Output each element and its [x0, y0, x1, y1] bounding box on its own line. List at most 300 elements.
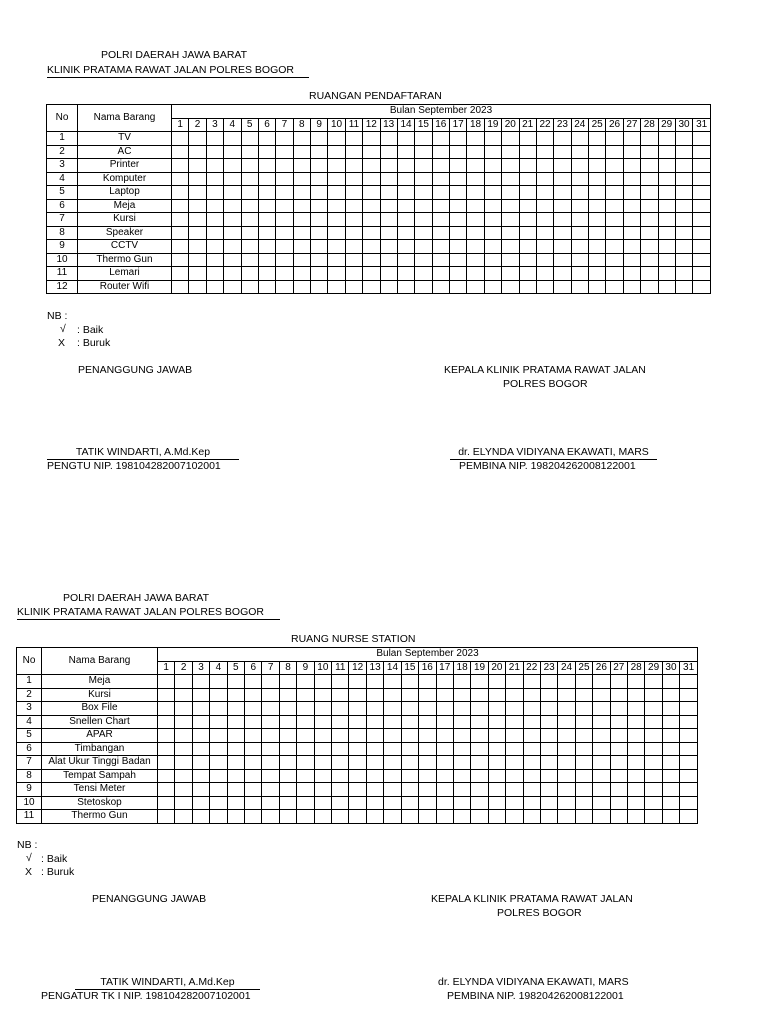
check-cell[interactable]	[258, 213, 275, 227]
check-cell[interactable]	[645, 756, 662, 770]
check-cell[interactable]	[536, 145, 553, 159]
check-cell[interactable]	[502, 280, 519, 294]
check-cell[interactable]	[623, 240, 640, 254]
check-cell[interactable]	[641, 132, 658, 146]
check-cell[interactable]	[276, 159, 293, 173]
check-cell[interactable]	[623, 145, 640, 159]
check-cell[interactable]	[484, 253, 501, 267]
check-cell[interactable]	[349, 675, 366, 689]
check-cell[interactable]	[380, 226, 397, 240]
check-cell[interactable]	[450, 186, 467, 200]
check-cell[interactable]	[175, 769, 192, 783]
check-cell[interactable]	[436, 675, 453, 689]
check-cell[interactable]	[506, 796, 523, 810]
check-cell[interactable]	[627, 688, 644, 702]
check-cell[interactable]	[415, 280, 432, 294]
check-cell[interactable]	[558, 715, 575, 729]
check-cell[interactable]	[227, 769, 244, 783]
check-cell[interactable]	[227, 675, 244, 689]
check-cell[interactable]	[658, 132, 675, 146]
check-cell[interactable]	[571, 172, 588, 186]
check-cell[interactable]	[328, 159, 345, 173]
check-cell[interactable]	[606, 226, 623, 240]
check-cell[interactable]	[453, 769, 470, 783]
check-cell[interactable]	[175, 715, 192, 729]
check-cell[interactable]	[224, 172, 241, 186]
check-cell[interactable]	[332, 742, 349, 756]
check-cell[interactable]	[366, 688, 383, 702]
check-cell[interactable]	[502, 253, 519, 267]
check-cell[interactable]	[293, 172, 310, 186]
check-cell[interactable]	[175, 756, 192, 770]
check-cell[interactable]	[311, 159, 328, 173]
check-cell[interactable]	[571, 280, 588, 294]
check-cell[interactable]	[415, 240, 432, 254]
check-cell[interactable]	[450, 240, 467, 254]
check-cell[interactable]	[241, 253, 258, 267]
check-cell[interactable]	[658, 267, 675, 281]
check-cell[interactable]	[206, 159, 223, 173]
check-cell[interactable]	[210, 702, 227, 716]
check-cell[interactable]	[680, 702, 698, 716]
check-cell[interactable]	[484, 159, 501, 173]
check-cell[interactable]	[276, 186, 293, 200]
check-cell[interactable]	[645, 796, 662, 810]
check-cell[interactable]	[606, 240, 623, 254]
check-cell[interactable]	[227, 729, 244, 743]
check-cell[interactable]	[297, 756, 314, 770]
check-cell[interactable]	[210, 688, 227, 702]
check-cell[interactable]	[540, 783, 557, 797]
check-cell[interactable]	[349, 715, 366, 729]
check-cell[interactable]	[401, 783, 418, 797]
check-cell[interactable]	[415, 186, 432, 200]
check-cell[interactable]	[658, 159, 675, 173]
check-cell[interactable]	[453, 742, 470, 756]
check-cell[interactable]	[519, 199, 536, 213]
check-cell[interactable]	[540, 742, 557, 756]
check-cell[interactable]	[523, 715, 540, 729]
check-cell[interactable]	[645, 715, 662, 729]
check-cell[interactable]	[675, 267, 692, 281]
check-cell[interactable]	[467, 172, 484, 186]
check-cell[interactable]	[693, 240, 711, 254]
check-cell[interactable]	[575, 688, 592, 702]
check-cell[interactable]	[384, 675, 401, 689]
check-cell[interactable]	[519, 132, 536, 146]
check-cell[interactable]	[662, 783, 679, 797]
check-cell[interactable]	[401, 756, 418, 770]
check-cell[interactable]	[363, 240, 380, 254]
check-cell[interactable]	[536, 253, 553, 267]
check-cell[interactable]	[366, 729, 383, 743]
check-cell[interactable]	[332, 715, 349, 729]
check-cell[interactable]	[258, 159, 275, 173]
check-cell[interactable]	[172, 213, 189, 227]
check-cell[interactable]	[571, 159, 588, 173]
check-cell[interactable]	[262, 796, 279, 810]
check-cell[interactable]	[401, 769, 418, 783]
check-cell[interactable]	[192, 702, 209, 716]
check-cell[interactable]	[345, 240, 362, 254]
check-cell[interactable]	[297, 796, 314, 810]
check-cell[interactable]	[279, 729, 296, 743]
check-cell[interactable]	[189, 213, 206, 227]
check-cell[interactable]	[380, 132, 397, 146]
check-cell[interactable]	[279, 675, 296, 689]
check-cell[interactable]	[554, 240, 571, 254]
check-cell[interactable]	[311, 226, 328, 240]
check-cell[interactable]	[571, 199, 588, 213]
check-cell[interactable]	[693, 132, 711, 146]
check-cell[interactable]	[506, 729, 523, 743]
check-cell[interactable]	[314, 675, 331, 689]
check-cell[interactable]	[610, 810, 627, 824]
check-cell[interactable]	[192, 783, 209, 797]
check-cell[interactable]	[693, 226, 711, 240]
check-cell[interactable]	[349, 783, 366, 797]
check-cell[interactable]	[641, 240, 658, 254]
check-cell[interactable]	[641, 213, 658, 227]
check-cell[interactable]	[419, 810, 436, 824]
check-cell[interactable]	[314, 688, 331, 702]
check-cell[interactable]	[279, 756, 296, 770]
check-cell[interactable]	[693, 267, 711, 281]
check-cell[interactable]	[415, 145, 432, 159]
check-cell[interactable]	[484, 199, 501, 213]
check-cell[interactable]	[432, 213, 449, 227]
check-cell[interactable]	[693, 186, 711, 200]
check-cell[interactable]	[328, 267, 345, 281]
check-cell[interactable]	[623, 226, 640, 240]
check-cell[interactable]	[349, 688, 366, 702]
check-cell[interactable]	[345, 267, 362, 281]
check-cell[interactable]	[366, 769, 383, 783]
check-cell[interactable]	[245, 715, 262, 729]
check-cell[interactable]	[345, 159, 362, 173]
check-cell[interactable]	[558, 810, 575, 824]
check-cell[interactable]	[241, 280, 258, 294]
check-cell[interactable]	[276, 132, 293, 146]
check-cell[interactable]	[575, 756, 592, 770]
check-cell[interactable]	[502, 240, 519, 254]
check-cell[interactable]	[380, 172, 397, 186]
check-cell[interactable]	[189, 253, 206, 267]
check-cell[interactable]	[363, 186, 380, 200]
check-cell[interactable]	[610, 702, 627, 716]
check-cell[interactable]	[314, 783, 331, 797]
check-cell[interactable]	[589, 132, 606, 146]
check-cell[interactable]	[488, 715, 505, 729]
check-cell[interactable]	[593, 769, 610, 783]
check-cell[interactable]	[519, 159, 536, 173]
check-cell[interactable]	[366, 702, 383, 716]
check-cell[interactable]	[328, 199, 345, 213]
check-cell[interactable]	[450, 213, 467, 227]
check-cell[interactable]	[206, 186, 223, 200]
check-cell[interactable]	[471, 769, 488, 783]
check-cell[interactable]	[172, 267, 189, 281]
check-cell[interactable]	[453, 702, 470, 716]
check-cell[interactable]	[571, 132, 588, 146]
check-cell[interactable]	[415, 213, 432, 227]
check-cell[interactable]	[349, 729, 366, 743]
check-cell[interactable]	[623, 199, 640, 213]
check-cell[interactable]	[554, 145, 571, 159]
check-cell[interactable]	[332, 756, 349, 770]
check-cell[interactable]	[453, 810, 470, 824]
check-cell[interactable]	[349, 769, 366, 783]
check-cell[interactable]	[471, 796, 488, 810]
check-cell[interactable]	[345, 213, 362, 227]
check-cell[interactable]	[206, 240, 223, 254]
check-cell[interactable]	[175, 796, 192, 810]
check-cell[interactable]	[589, 253, 606, 267]
check-cell[interactable]	[471, 783, 488, 797]
check-cell[interactable]	[589, 159, 606, 173]
check-cell[interactable]	[680, 783, 698, 797]
check-cell[interactable]	[279, 810, 296, 824]
check-cell[interactable]	[293, 267, 310, 281]
check-cell[interactable]	[540, 796, 557, 810]
check-cell[interactable]	[175, 742, 192, 756]
check-cell[interactable]	[554, 213, 571, 227]
check-cell[interactable]	[380, 280, 397, 294]
check-cell[interactable]	[332, 796, 349, 810]
check-cell[interactable]	[419, 783, 436, 797]
check-cell[interactable]	[467, 213, 484, 227]
check-cell[interactable]	[276, 240, 293, 254]
check-cell[interactable]	[645, 769, 662, 783]
check-cell[interactable]	[575, 783, 592, 797]
check-cell[interactable]	[627, 783, 644, 797]
check-cell[interactable]	[502, 267, 519, 281]
check-cell[interactable]	[189, 172, 206, 186]
check-cell[interactable]	[658, 226, 675, 240]
check-cell[interactable]	[258, 226, 275, 240]
check-cell[interactable]	[558, 702, 575, 716]
check-cell[interactable]	[227, 783, 244, 797]
check-cell[interactable]	[502, 213, 519, 227]
check-cell[interactable]	[297, 810, 314, 824]
check-cell[interactable]	[206, 199, 223, 213]
check-cell[interactable]	[245, 742, 262, 756]
check-cell[interactable]	[345, 280, 362, 294]
check-cell[interactable]	[571, 267, 588, 281]
check-cell[interactable]	[610, 783, 627, 797]
check-cell[interactable]	[471, 715, 488, 729]
check-cell[interactable]	[380, 213, 397, 227]
check-cell[interactable]	[432, 226, 449, 240]
check-cell[interactable]	[397, 199, 414, 213]
check-cell[interactable]	[380, 240, 397, 254]
check-cell[interactable]	[206, 213, 223, 227]
check-cell[interactable]	[258, 199, 275, 213]
check-cell[interactable]	[645, 783, 662, 797]
check-cell[interactable]	[450, 267, 467, 281]
check-cell[interactable]	[293, 240, 310, 254]
check-cell[interactable]	[172, 132, 189, 146]
check-cell[interactable]	[366, 756, 383, 770]
check-cell[interactable]	[363, 145, 380, 159]
check-cell[interactable]	[258, 280, 275, 294]
check-cell[interactable]	[206, 267, 223, 281]
check-cell[interactable]	[224, 213, 241, 227]
check-cell[interactable]	[172, 159, 189, 173]
check-cell[interactable]	[172, 253, 189, 267]
check-cell[interactable]	[453, 688, 470, 702]
check-cell[interactable]	[415, 253, 432, 267]
check-cell[interactable]	[415, 132, 432, 146]
check-cell[interactable]	[349, 702, 366, 716]
check-cell[interactable]	[349, 756, 366, 770]
check-cell[interactable]	[536, 159, 553, 173]
check-cell[interactable]	[558, 729, 575, 743]
check-cell[interactable]	[575, 715, 592, 729]
check-cell[interactable]	[297, 769, 314, 783]
check-cell[interactable]	[314, 715, 331, 729]
check-cell[interactable]	[210, 769, 227, 783]
check-cell[interactable]	[366, 715, 383, 729]
check-cell[interactable]	[523, 810, 540, 824]
check-cell[interactable]	[345, 186, 362, 200]
check-cell[interactable]	[450, 172, 467, 186]
check-cell[interactable]	[627, 796, 644, 810]
check-cell[interactable]	[606, 172, 623, 186]
check-cell[interactable]	[262, 715, 279, 729]
check-cell[interactable]	[554, 186, 571, 200]
check-cell[interactable]	[540, 715, 557, 729]
check-cell[interactable]	[675, 159, 692, 173]
check-cell[interactable]	[627, 769, 644, 783]
check-cell[interactable]	[606, 132, 623, 146]
check-cell[interactable]	[693, 159, 711, 173]
check-cell[interactable]	[345, 253, 362, 267]
check-cell[interactable]	[606, 253, 623, 267]
check-cell[interactable]	[554, 172, 571, 186]
check-cell[interactable]	[662, 715, 679, 729]
check-cell[interactable]	[593, 796, 610, 810]
check-cell[interactable]	[224, 199, 241, 213]
check-cell[interactable]	[606, 280, 623, 294]
check-cell[interactable]	[506, 756, 523, 770]
check-cell[interactable]	[506, 688, 523, 702]
check-cell[interactable]	[610, 796, 627, 810]
check-cell[interactable]	[645, 702, 662, 716]
check-cell[interactable]	[328, 172, 345, 186]
check-cell[interactable]	[258, 253, 275, 267]
check-cell[interactable]	[432, 253, 449, 267]
check-cell[interactable]	[554, 280, 571, 294]
check-cell[interactable]	[450, 253, 467, 267]
check-cell[interactable]	[589, 199, 606, 213]
check-cell[interactable]	[680, 729, 698, 743]
check-cell[interactable]	[297, 783, 314, 797]
check-cell[interactable]	[175, 729, 192, 743]
check-cell[interactable]	[645, 810, 662, 824]
check-cell[interactable]	[314, 702, 331, 716]
check-cell[interactable]	[192, 715, 209, 729]
check-cell[interactable]	[506, 675, 523, 689]
check-cell[interactable]	[328, 145, 345, 159]
check-cell[interactable]	[558, 796, 575, 810]
check-cell[interactable]	[328, 213, 345, 227]
check-cell[interactable]	[189, 199, 206, 213]
check-cell[interactable]	[384, 729, 401, 743]
check-cell[interactable]	[345, 226, 362, 240]
check-cell[interactable]	[245, 688, 262, 702]
check-cell[interactable]	[332, 783, 349, 797]
check-cell[interactable]	[293, 199, 310, 213]
check-cell[interactable]	[293, 226, 310, 240]
check-cell[interactable]	[488, 688, 505, 702]
check-cell[interactable]	[397, 132, 414, 146]
check-cell[interactable]	[397, 267, 414, 281]
check-cell[interactable]	[662, 688, 679, 702]
check-cell[interactable]	[593, 756, 610, 770]
check-cell[interactable]	[262, 810, 279, 824]
check-cell[interactable]	[627, 756, 644, 770]
check-cell[interactable]	[415, 267, 432, 281]
check-cell[interactable]	[297, 675, 314, 689]
check-cell[interactable]	[314, 796, 331, 810]
check-cell[interactable]	[658, 145, 675, 159]
check-cell[interactable]	[484, 267, 501, 281]
check-cell[interactable]	[241, 159, 258, 173]
check-cell[interactable]	[311, 280, 328, 294]
check-cell[interactable]	[593, 729, 610, 743]
check-cell[interactable]	[436, 729, 453, 743]
check-cell[interactable]	[627, 810, 644, 824]
check-cell[interactable]	[241, 145, 258, 159]
check-cell[interactable]	[450, 159, 467, 173]
check-cell[interactable]	[258, 132, 275, 146]
check-cell[interactable]	[488, 769, 505, 783]
check-cell[interactable]	[662, 742, 679, 756]
check-cell[interactable]	[175, 810, 192, 824]
check-cell[interactable]	[192, 769, 209, 783]
check-cell[interactable]	[227, 810, 244, 824]
check-cell[interactable]	[241, 132, 258, 146]
check-cell[interactable]	[645, 688, 662, 702]
check-cell[interactable]	[314, 756, 331, 770]
check-cell[interactable]	[658, 280, 675, 294]
check-cell[interactable]	[189, 280, 206, 294]
check-cell[interactable]	[645, 729, 662, 743]
check-cell[interactable]	[484, 240, 501, 254]
check-cell[interactable]	[380, 186, 397, 200]
check-cell[interactable]	[471, 688, 488, 702]
check-cell[interactable]	[401, 688, 418, 702]
check-cell[interactable]	[262, 742, 279, 756]
check-cell[interactable]	[675, 199, 692, 213]
check-cell[interactable]	[245, 810, 262, 824]
check-cell[interactable]	[658, 240, 675, 254]
check-cell[interactable]	[502, 145, 519, 159]
check-cell[interactable]	[276, 172, 293, 186]
check-cell[interactable]	[610, 769, 627, 783]
check-cell[interactable]	[311, 199, 328, 213]
check-cell[interactable]	[241, 226, 258, 240]
check-cell[interactable]	[432, 172, 449, 186]
check-cell[interactable]	[401, 810, 418, 824]
check-cell[interactable]	[680, 796, 698, 810]
check-cell[interactable]	[210, 756, 227, 770]
check-cell[interactable]	[558, 675, 575, 689]
check-cell[interactable]	[453, 796, 470, 810]
check-cell[interactable]	[314, 769, 331, 783]
check-cell[interactable]	[227, 756, 244, 770]
